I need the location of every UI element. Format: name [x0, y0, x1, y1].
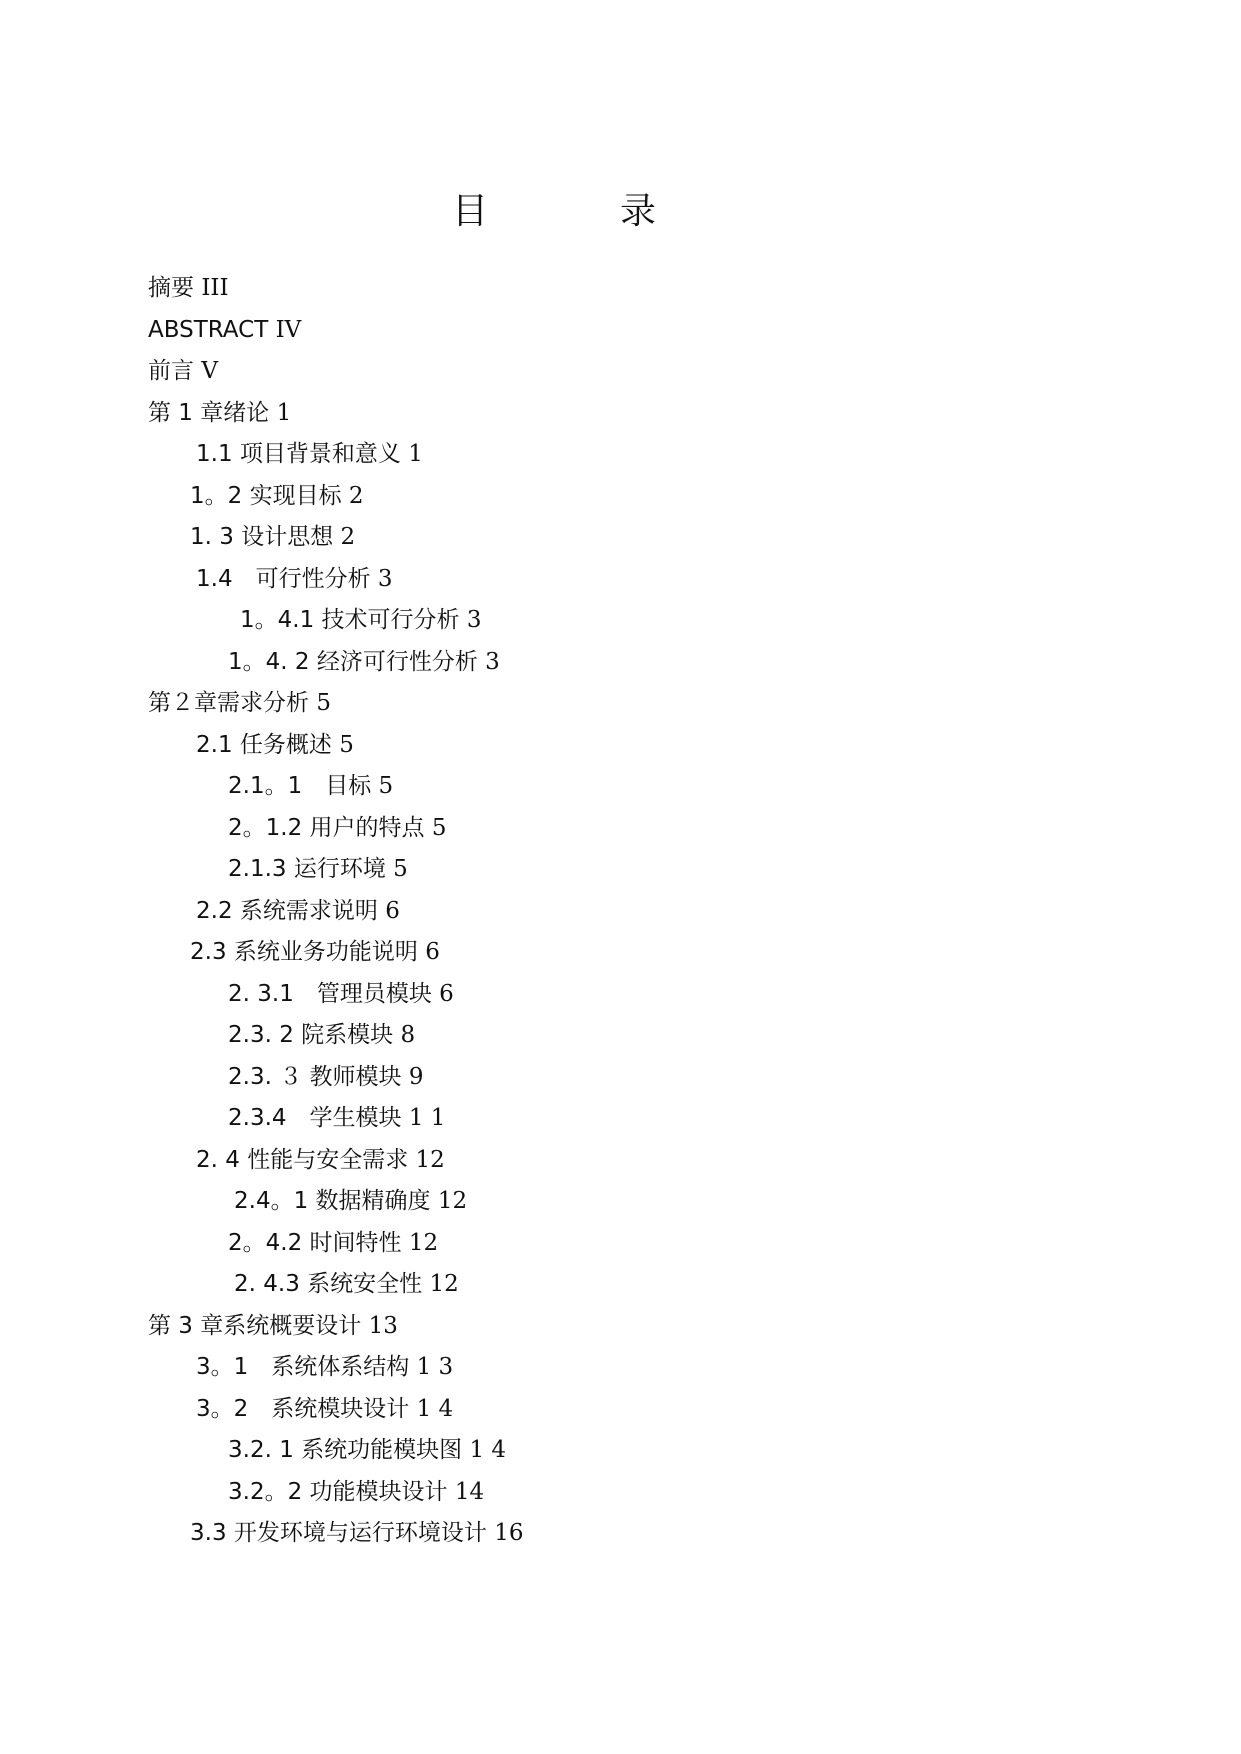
toc-entry-page-number: 13 — [368, 1312, 398, 1339]
toc-entry-title: 1。2 实现目标 — [190, 482, 342, 509]
toc-entry-title: 2.3.4 学生模块 — [228, 1105, 402, 1131]
toc-entry-page-number: 5 — [316, 690, 331, 716]
toc-entry-page-number: 2 — [348, 482, 364, 509]
toc-entry-title: 3.2。2 功能模块设计 — [228, 1478, 448, 1505]
toc-entry-page-number: 6 — [439, 980, 454, 1007]
toc-entry-title: 2.3. ３ 教师模块 — [228, 1063, 402, 1090]
toc-entry — [148, 1181, 1048, 1223]
toc-entry-title: 3。2 系统模块设计 — [196, 1395, 410, 1422]
toc-entry-page-number: 1 — [408, 441, 423, 467]
page-title: 目 录 — [451, 191, 704, 232]
toc-entry-title: 2.1。1 目标 — [228, 773, 372, 799]
toc-entry — [148, 725, 1048, 767]
toc-entry-title: 第２章需求分析 — [148, 690, 309, 716]
toc-entry — [148, 393, 1048, 435]
toc-entry — [148, 600, 1048, 642]
toc-entry-title: 2.4。1 数据精确度 — [234, 1188, 431, 1214]
toc-entry-page-number: 6 — [425, 939, 440, 965]
toc-entry-page-number: 2 — [340, 524, 356, 550]
toc-entry — [148, 1347, 1048, 1389]
toc-entry — [148, 683, 1048, 725]
toc-entry — [148, 351, 1048, 393]
toc-entry — [148, 476, 1048, 518]
toc-entry-title: 2.1 任务概述 — [196, 731, 332, 758]
toc-entry-title: 1.4 可行性分析 — [196, 565, 371, 592]
toc-entry — [148, 766, 1048, 808]
toc-entry-title: 第 3 章系统概要设计 — [148, 1312, 362, 1339]
toc-entry-title: ABSTRACT — [148, 316, 269, 343]
toc-entry-title: 2.2 系统需求说明 — [196, 897, 378, 924]
toc-entry-page-number: 5 — [431, 814, 447, 841]
toc-entry — [148, 1223, 1048, 1265]
toc-entry-page-number: 5 — [378, 773, 394, 799]
toc-entry-title: 3.2. 1 系统功能模块图 — [228, 1437, 463, 1463]
toc-entry-page-number: 16 — [494, 1520, 524, 1546]
toc-entry — [148, 891, 1048, 933]
toc-entry-page-number: III — [201, 275, 229, 301]
toc-entry-page-number: 14 — [454, 1478, 485, 1505]
toc-entry-title: 3。1 系统体系结构 — [196, 1354, 410, 1380]
toc-entry — [148, 268, 1048, 310]
toc-entry-page-number: 3 — [377, 565, 393, 592]
toc-entry — [148, 559, 1048, 601]
toc-entry — [148, 517, 1048, 559]
toc-entry-title: 2. 3.1 管理员模块 — [228, 980, 432, 1007]
toc-entry-title: 2. 4 性能与安全需求 — [196, 1146, 409, 1173]
toc-entry-page-number: 5 — [393, 856, 408, 882]
toc-entry-title: 2. 4.3 系统安全性 — [234, 1271, 423, 1297]
toc-entry — [148, 1430, 1048, 1472]
toc-entry — [148, 310, 1048, 352]
toc-entry — [148, 1015, 1048, 1057]
toc-entry-page-number: 1 4 — [416, 1395, 454, 1422]
toc-entry-page-number: 6 — [385, 897, 400, 924]
toc-entry-title: 2。1.2 用户的特点 — [228, 814, 425, 841]
toc-entry — [148, 1140, 1048, 1182]
toc-entry — [148, 1264, 1048, 1306]
toc-entry-page-number: 12 — [408, 1229, 439, 1256]
toc-entry-title: 前言 — [148, 358, 194, 384]
table-of-contents — [148, 268, 1048, 1555]
toc-entry — [148, 1098, 1048, 1140]
toc-entry-title: 3.3 开发环境与运行环境设计 — [190, 1520, 487, 1546]
toc-entry — [148, 932, 1048, 974]
toc-entry — [148, 642, 1048, 684]
toc-entry-title: 2.3 系统业务功能说明 — [190, 939, 418, 965]
toc-entry-page-number: 1 — [276, 399, 292, 426]
toc-entry — [148, 1389, 1048, 1431]
toc-entry-title: 1。4.1 技术可行分析 — [240, 607, 460, 633]
toc-entry — [148, 849, 1048, 891]
toc-entry — [148, 1057, 1048, 1099]
toc-entry-page-number: 3 — [485, 648, 500, 675]
toc-entry-page-number: 12 — [429, 1271, 459, 1297]
toc-entry-title: 2.1.3 运行环境 — [228, 856, 386, 882]
toc-entry-page-number: 12 — [437, 1188, 468, 1214]
toc-entry-page-number: 1 3 — [416, 1354, 454, 1380]
toc-entry-title: 第 1 章绪论 — [148, 399, 270, 426]
toc-entry-title: 1。4. 2 经济可行性分析 — [228, 648, 478, 675]
toc-entry-page-number: 8 — [400, 1022, 416, 1048]
toc-entry — [148, 1306, 1048, 1348]
toc-entry-page-number: 9 — [408, 1063, 424, 1090]
toc-entry — [148, 434, 1048, 476]
toc-entry — [148, 808, 1048, 850]
toc-entry-title: 1.1 项目背景和意义 — [196, 441, 401, 467]
toc-entry-page-number: IV — [275, 316, 302, 343]
toc-entry — [148, 1513, 1048, 1555]
toc-entry-page-number: 1 1 — [408, 1105, 446, 1131]
toc-entry-title: 2。4.2 时间特性 — [228, 1229, 402, 1256]
toc-entry-page-number: V — [201, 358, 218, 384]
toc-entry-page-number: 3 — [466, 607, 482, 633]
toc-entry-title: 2.3. 2 院系模块 — [228, 1022, 394, 1048]
toc-entry-page-number: 12 — [415, 1146, 445, 1173]
toc-entry-title: 摘要 — [148, 275, 194, 301]
toc-entry — [148, 974, 1048, 1016]
toc-entry-page-number: 5 — [339, 731, 354, 758]
toc-entry-title: 1. 3 设计思想 — [190, 524, 334, 550]
toc-entry-page-number: 1 4 — [469, 1437, 507, 1463]
toc-entry — [148, 1472, 1048, 1514]
